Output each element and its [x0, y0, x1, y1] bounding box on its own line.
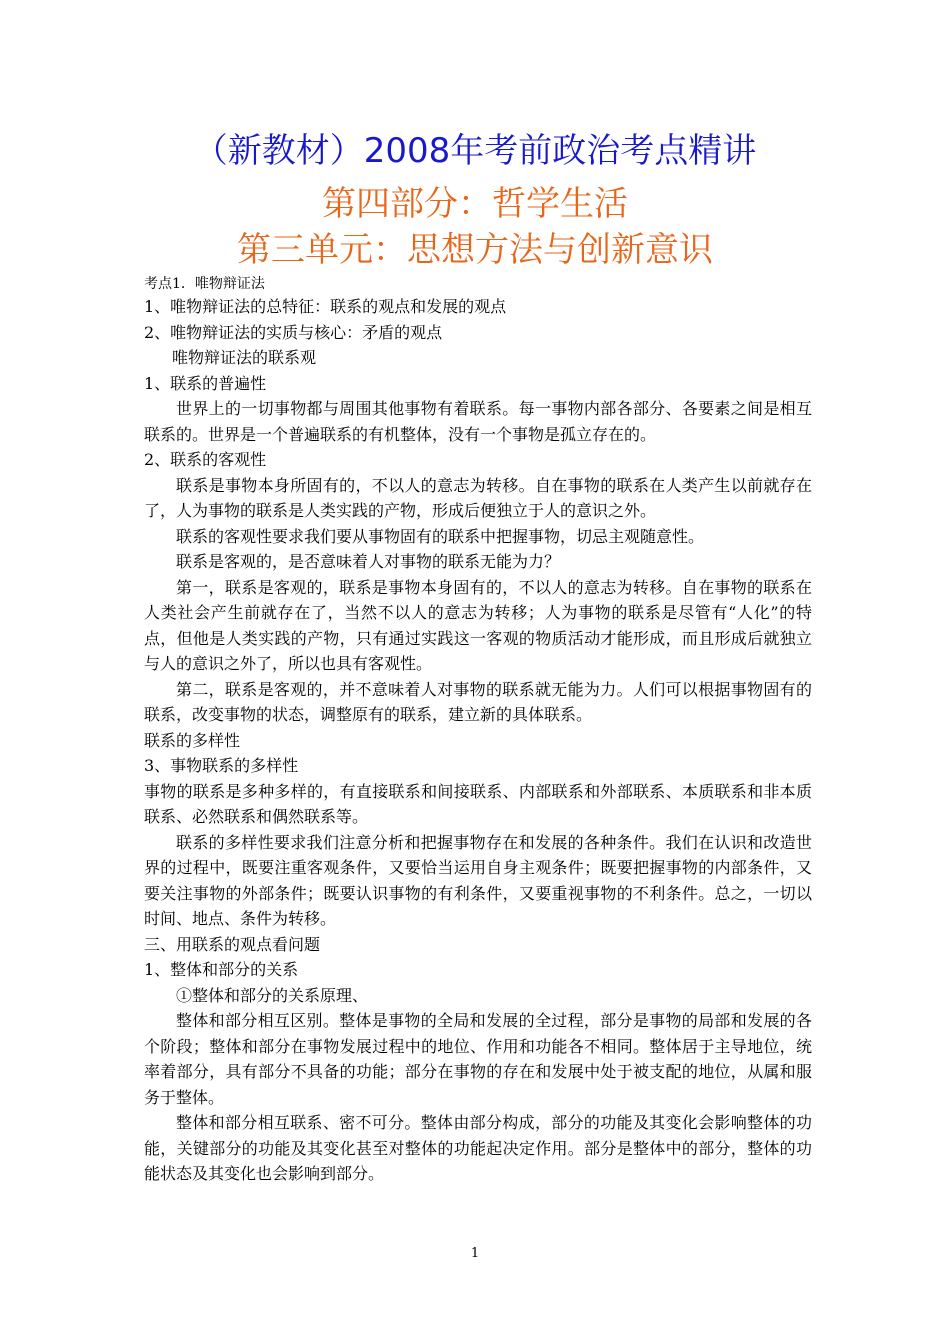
topic-heading: 考点1．唯物辩证法	[144, 276, 265, 292]
list-item: 2、联系的客观性	[144, 450, 267, 469]
paragraph: 第二，联系是客观的，并不意味着人对事物的联系就无能为力。人们可以根据事物固有的联系，改变事物的状态，调整原有的联系，建立新的具体联系。	[144, 679, 812, 724]
document-body	[144, 274, 812, 1187]
paragraph: 整体和部分相互联系、密不可分。整体由部分构成，部分的功能及其变化会影响整体的功能，关键部分的功能及其变化甚至对整体的功能起决定作用。部分是整体中的部分，整体的功能状态及其变化也会影响到部分。	[144, 1113, 812, 1183]
section-heading: 联系的多样性	[144, 730, 241, 750]
section-heading: 唯物辩证法的联系观	[172, 348, 317, 367]
list-item: 1、联系的普遍性	[144, 373, 267, 393]
section-heading: 三、用联系的观点看问题	[144, 934, 321, 954]
list-item: 1、整体和部分的关系	[144, 960, 299, 979]
page-number: 1	[470, 1246, 480, 1261]
list-item: ①整体和部分的关系原理、	[176, 985, 369, 1005]
paragraph: 世界上的一切事物都与周围其他事物有着联系。每一事物内部各部分、各要素之间是相互联系的。世界是一个普遍联系的有机整体，没有一个事物是孤立存在的。	[144, 399, 812, 444]
paragraph: 联系是事物本身所固有的，不以人的意志为转移。自在事物的联系在人类产生以前就存在了，人为事物的联系是人类实践的产物，形成后便独立于人的意识之外。	[144, 475, 812, 520]
document-title: （新教材）2008年考前政治考点精讲	[193, 131, 757, 171]
paragraph: 联系的多样性要求我们注意分析和把握事物存在和发展的各种条件。我们在认识和改造世界的过程中，既要注重客观条件，又要恰当运用自身主观条件；既要把握事物的内部条件，又要关注事物的外部条件；既要认识事物的有利条件，又要重视事物的不利条件。总之，一切以时间、地点、条件为转移。	[144, 832, 812, 928]
paragraph: 第一，联系是客观的，联系是事物本身固有的，不以人的意志为转移。自在事物的联系在人类社会产生前就存在了，当然不以人的意志为转移；人为事物的联系是尽管有“人化”的特点，但他是人类实践的产物，只有通过实践这一客观的物质活动才能形成，而且形成后就独立与人的意识之外了，所以也具有客观性。	[144, 577, 812, 673]
paragraph: 联系的客观性要求我们要从事物固有的联系中把握事物，切忌主观随意性。	[176, 526, 705, 546]
paragraph: 联系是客观的，是否意味着人对事物的联系无能为力？	[176, 552, 561, 571]
paragraph: 事物的联系是多种多样的，有直接联系和间接联系、内部联系和外部联系、本质联系和非本质联系、必然联系和偶然联系等。	[144, 781, 812, 826]
list-item: 1、唯物辩证法的总特征：联系的观点和发展的观点	[144, 297, 507, 316]
part-heading: 第四部分：哲学生活	[322, 184, 628, 224]
list-item: 2、唯物辩证法的实质与核心：矛盾的观点	[144, 322, 443, 342]
unit-heading: 第三单元：思想方法与创新意识	[237, 230, 713, 270]
list-item: 3、事物联系的多样性	[144, 756, 299, 775]
paragraph: 整体和部分相互区别。整体是事物的全局和发展的全过程，部分是事物的局部和发展的各个阶段；整体和部分在事物发展过程中的地位、作用和功能各不相同。整体居于主导地位，统率着部分，具有部分不具备的功能；部分在事物的存在和发展中处于被支配的地位，从属和服务于整体。	[144, 1011, 812, 1107]
